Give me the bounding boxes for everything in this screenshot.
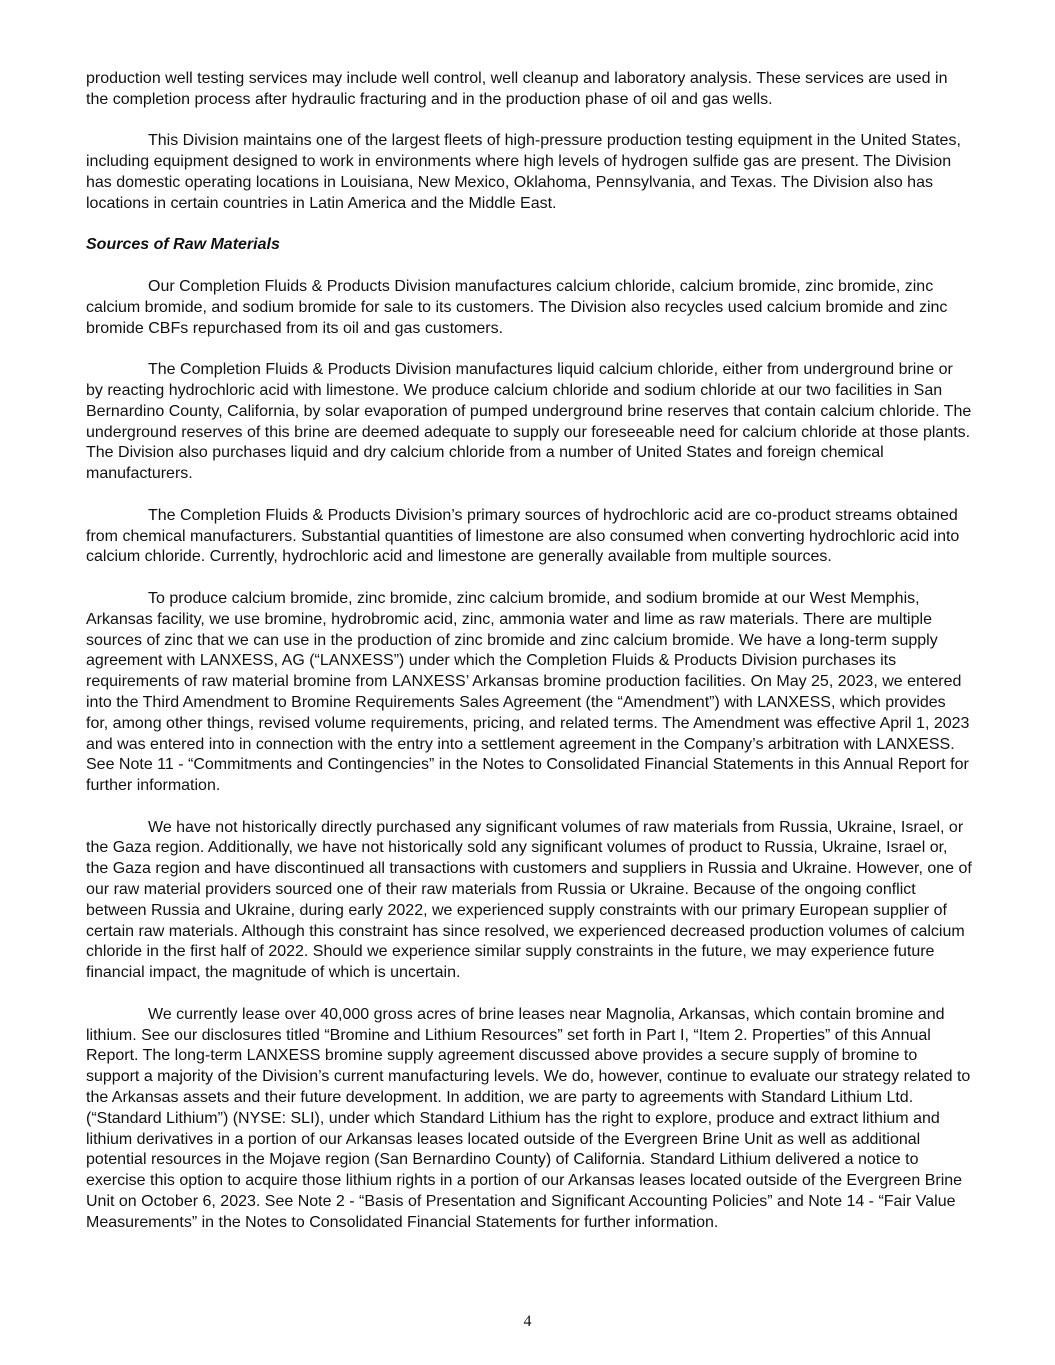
paragraph-calcium-chloride-production: The Completion Fluids & Products Division manufactures liquid calcium chloride, either from underground brine or by reacting hydrochloric acid with limestone. We produce calcium chloride and sodium chloride at our two facilities in San Bernardino County, California, by solar evaporation of pumped underground brine reserves that contain calcium chloride. The underground reserves of this brine are deemed adequate to supply our foreseeable need for calcium chloride at those plants. The Division also purchases liquid and dry calcium chloride from a number of United States and foreign chemical manufacturers. (86, 361, 972, 483)
paragraph-hydrochloric-acid-sources: The Completion Fluids & Products Division’s primary sources of hydrochloric acid are co-product streams obtained from chemical manufacturers. Substantial quantities of limestone are also consumed when converting hydrochloric acid into calcium chloride. Currently, hydrochloric acid and limestone are generally available from multiple sources. (86, 506, 960, 566)
section-heading-raw-materials: Sources of Raw Materials (86, 236, 280, 254)
paragraph-production-testing-services: production well testing services may include well control, well cleanup and laboratory analysis. These services are used in the completion process after hydraulic fracturing and in the production phase of oil and gas wells. (86, 70, 948, 108)
page-number: 4 (523, 1313, 532, 1330)
paragraph-division-products: Our Completion Fluids & Products Division manufactures calcium chloride, calcium bromide, zinc bromide, zinc calcium bromide, and sodium bromide for sale to its customers. The Division also recycles used calcium bromide and zinc bromide CBFs repurchased from its oil and gas customers. (86, 277, 948, 337)
paragraph-russia-ukraine-supply: We have not historically directly purchased any significant volumes of raw materials from Russia, Ukraine, Israel, or the Gaza region. Additionally, we have not historically sold any significant volumes of product to Russia, Ukraine, Israel or, the Gaza region and have discontinued all transactions with customers and suppliers in Russia and Ukraine. However, one of our raw material providers sourced one of their raw materials from Russia or Ukraine. Because of the ongoing conflict between Russia and Ukraine, during early 2022, we experienced supply constraints with our primary European supplier of certain raw materials. Although this constraint has since resolved, we experienced decreased production volumes of calcium chloride in the first half of 2022. Should we experience similar supply constraints in the future, we may experience future financial impact, the magnitude of which is uncertain. (86, 818, 972, 982)
paragraph-testing-equipment-fleet: This Division maintains one of the largest fleets of high-pressure production testing equipment in the United States, including equipment designed to work in environments where high levels of hydrogen sulfide gas are present. The Division has domestic operating locations in Louisiana, New Mexico, Oklahoma, Pennsylvania, and Texas. The Division also has locations in certain countries in Latin America and the Middle East. (86, 132, 961, 212)
paragraph-bromide-raw-materials: To produce calcium bromide, zinc bromide, zinc calcium bromide, and sodium bromide at our West Memphis, Arkansas facility, we use bromine, hydrobromic acid, zinc, ammonia water and lime as raw materials. There are multiple sources of zinc that we can use in the production of zinc bromide and zinc calcium bromide. We have a long-term supply agreement with LANXESS, AG (“LANXESS”) under which the Completion Fluids & Products Division purchases its requirements of raw material bromine from LANXESS’ Arkansas bromine production facilities. On May 25, 2023, we entered into the Third Amendment to Bromine Requirements Sales Agreement (the “Amendment”) with LANXESS, which provides for, among other things, revised volume requirements, pricing, and related terms. The Amendment was effective April 1, 2023 and was entered into in connection with the entry into a settlement agreement in the Company’s arbitration with LANXESS. See Note 11 - “Commitments and Contingencies” in the Notes to Consolidated Financial Statements in this Annual Report for further information. (86, 589, 970, 795)
document-body (86, 69, 972, 1254)
paragraph-brine-leases-lithium: We currently lease over 40,000 gross acres of brine leases near Magnolia, Arkansas, which contain bromine and lithium. See our disclosures titled “Bromine and Lithium Resources” set forth in Part I, “Item 2. Properties” of this Annual Report. The long-term LANXESS bromine supply agreement discussed above provides a secure supply of bromine to support a majority of the Division’s current manufacturing levels. We do, however, continue to evaluate our strategy related to the Arkansas assets and their future development. In addition, we are party to agreements with Standard Lithium Ltd. (“Standard Lithium”) (NYSE: SLI), under which Standard Lithium has the right to explore, produce and extract lithium and lithium derivatives in a portion of our Arkansas leases located outside of the Evergreen Brine Unit as well as additional potential resources in the Mojave region (San Bernardino County) of California. Standard Lithium delivered a notice to exercise this option to acquire those lithium rights in a portion of our Arkansas leases located outside of the Evergreen Brine Unit on October 6, 2023. See Note 2 - “Basis of Presentation and Significant Accounting Policies” and Note 14 - “Fair Value Measurements” in the Notes to Consolidated Financial Statements for further information. (86, 1005, 971, 1231)
